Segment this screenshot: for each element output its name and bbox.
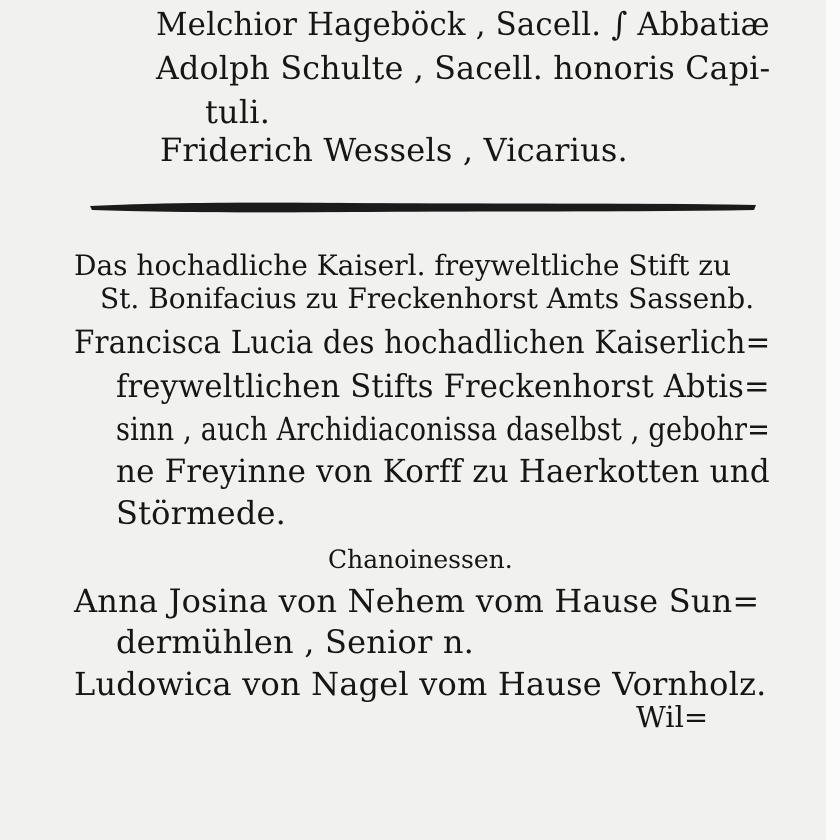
section-divider-rule [90,200,756,214]
chanoinesse-line-3: Ludowica von Nagel vom Hause Vornholz. [74,665,767,703]
entry-wessels: Friderich Wessels , Vicarius. [160,131,628,169]
entry-hageboeck: Melchior Hageböck , Sacell. ∫ Abbatiæ [156,5,770,43]
section-title-line-2: St. Bonifacius zu Freckenhorst Amts Sassenb. [100,282,755,315]
catchword: Wil= [636,700,709,734]
abbess-line-4: ne Freyinne von Korff zu Haerkotten und [116,452,770,490]
abbess-line-3: sinn , auch Archidiaconissa daselbst , gebohr= [116,410,771,448]
chanoinesse-line-2: dermühlen , Senior n. [116,623,474,661]
subheading-chanoinessen: Chanoinessen. [328,545,513,574]
entry-schulte: Adolph Schulte , Sacell. honoris Capi- [156,49,771,87]
abbess-line-5: Störmede. [116,494,287,532]
chanoinesse-line-1: Anna Josina von Nehem vom Hause Sun= [74,582,760,620]
abbess-line-1: Francisca Lucia des hochadlichen Kaiserlich= [74,323,771,361]
entry-schulte-cont: tuli. [205,93,271,131]
abbess-line-2: freyweltlichen Stifts Freckenhorst Abtis= [116,367,770,405]
section-title-line-1: Das hochadliche Kaiserl. freyweltliche Stift zu [74,249,732,282]
page-margin [826,0,840,840]
